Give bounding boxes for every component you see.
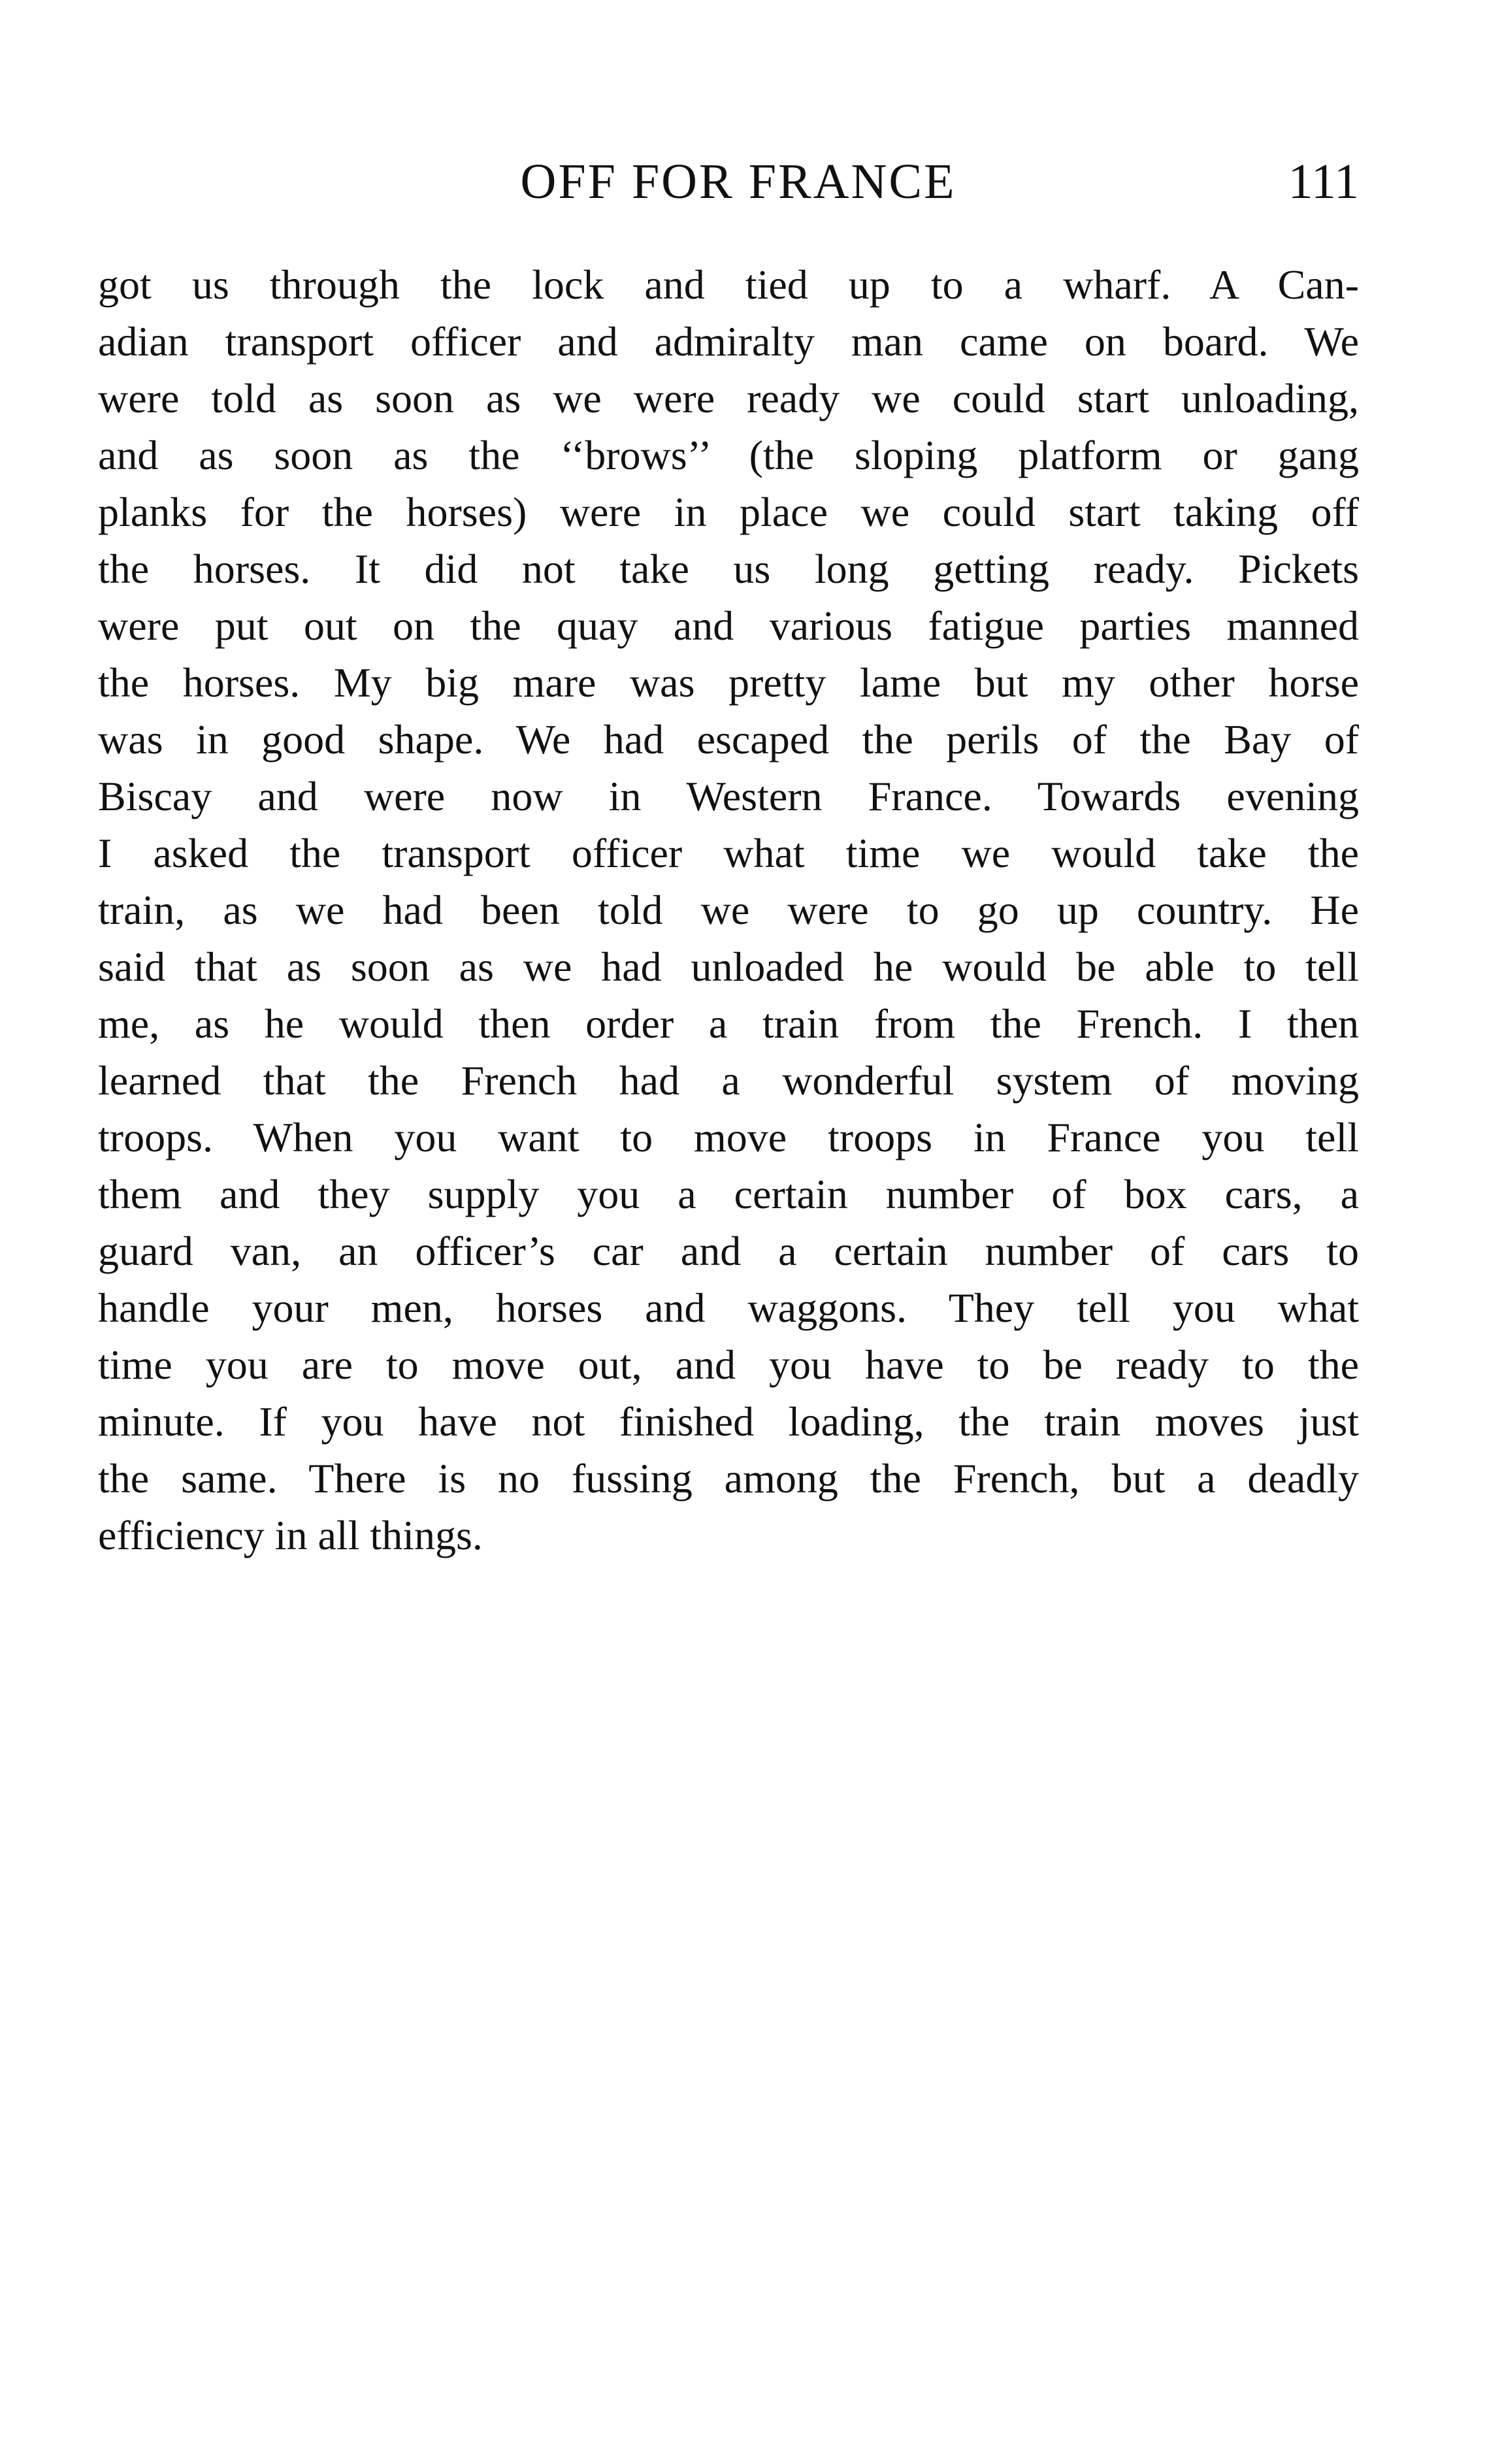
running-head — [98, 149, 1359, 221]
text-line: minute. If you have not finished loading, the train moves just — [98, 1398, 1359, 1445]
text-line: train, as we had been told we were to go up country. He — [98, 887, 1359, 933]
text-line: and as soon as the ‘‘brows’’ (the sloping platform or gang — [98, 432, 1359, 478]
chapter-title: OFF FOR FRANCE — [520, 154, 956, 209]
text-line: handle your men, horses and waggons. They tell you what — [98, 1285, 1359, 1331]
text-line: the horses. My big mare was pretty lame but my other horse — [98, 659, 1359, 706]
text-line: Biscay and were now in Western France. Towards evening — [98, 773, 1359, 819]
body-text — [98, 256, 1359, 1564]
text-line: were told as soon as we were ready we could start unloading, — [98, 375, 1359, 421]
text-line: time you are to move out, and you have to be ready to the — [98, 1341, 1359, 1388]
page-number: 111 — [1288, 154, 1359, 209]
text-line: them and they supply you a certain number of box cars, a — [98, 1171, 1359, 1217]
text-line: guard van, an officer’s car and a certain number of cars to — [98, 1228, 1359, 1274]
text-line: said that as soon as we had unloaded he would be able to tell — [98, 944, 1359, 990]
text-line: I asked the transport officer what time we would take the — [98, 830, 1359, 876]
text-line: the same. There is no fussing among the French, but a deadly — [98, 1455, 1359, 1502]
text-line: got us through the lock and tied up to a wharf. A Can- — [98, 261, 1359, 308]
text-line: learned that the French had a wonderful system of moving — [98, 1057, 1359, 1104]
text-line: me, as he would then order a train from the French. I then — [98, 1000, 1359, 1047]
text-line: was in good shape. We had escaped the perils of the Bay of — [98, 716, 1359, 763]
text-line: planks for the horses) were in place we could start taking off — [98, 489, 1359, 535]
text-line: efficiency in all things. — [98, 1512, 483, 1558]
text-line: adian transport officer and admiralty man came on board. We — [98, 318, 1359, 365]
text-line: were put out on the quay and various fatigue parties manned — [98, 602, 1359, 649]
text-line: the horses. It did not take us long getting ready. Pickets — [98, 546, 1359, 592]
text-line: troops. When you want to move troops in France you tell — [98, 1114, 1359, 1160]
